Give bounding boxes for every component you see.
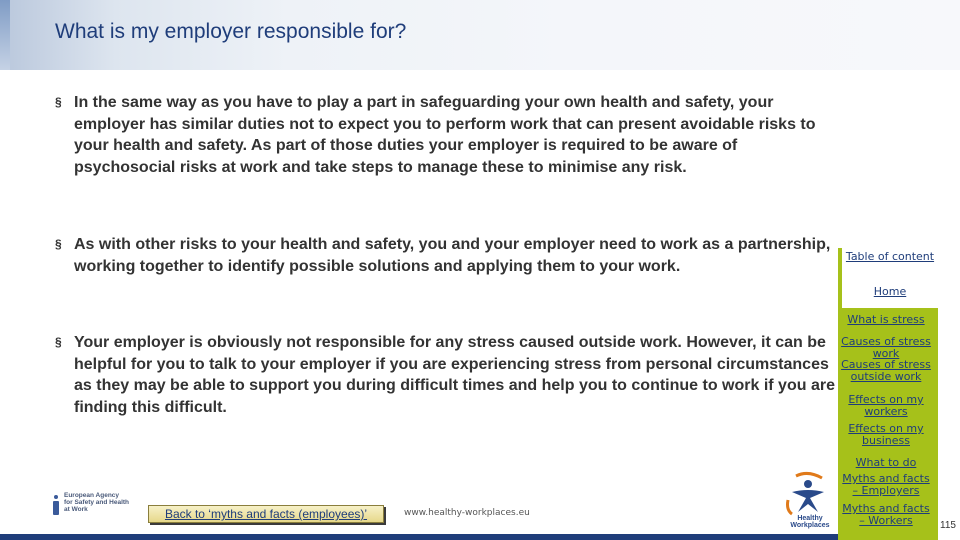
nav-link-home[interactable]: Home (873, 285, 907, 298)
nav-link-causes-work[interactable]: Causes of stress work (841, 335, 931, 360)
header-accent (0, 0, 10, 70)
agency-line: at Work (64, 506, 88, 513)
agency-name (64, 492, 129, 513)
bullet-mark: § (55, 237, 62, 251)
nav-link-what-to-do[interactable]: What to do (855, 456, 917, 469)
bullet-item (55, 92, 835, 178)
bullet-text: Your employer is obviously not responsible for any stress caused outside work. However, it can be helpful for you to talk to your employer if you are experiencing stress from personal circumstances as they may be able to support you during difficult times and help you to continue to work if you are finding this difficult. (74, 334, 835, 416)
slide-header (0, 0, 960, 70)
side-nav-top (842, 248, 938, 308)
bullet-mark: § (55, 95, 62, 109)
agency-line: European Agency (64, 492, 120, 499)
nav-link-effects-business[interactable]: Effects on my business (848, 422, 924, 447)
nav-link-myths-employers[interactable]: Myths and facts – Employers (842, 472, 930, 497)
page-number: 115 (940, 520, 956, 531)
nav-link-effects-workers[interactable]: Effects on my workers (848, 393, 924, 418)
healthy-workplaces-label: Healthy Workplaces (790, 515, 830, 529)
bullet-text: As with other risks to your health and safety, you and your employer need to work as a partnership, working together to identify possible solutions and applying them to your work. (74, 236, 831, 275)
bullet-item (55, 332, 835, 418)
nav-link-table-of-content[interactable]: Table of content (845, 250, 935, 263)
bullet-text: In the same way as you have to play a part in safeguarding your own health and safety, your employer has similar duties not to expect you to perform work that can present avoidable risks to your health and safety. As part of those duties your employer is required to be aware of psychosocial risks at work and take steps to manage these to minimise any risk. (74, 94, 816, 176)
page-title: What is my employer responsible for? (55, 20, 407, 43)
bottom-bar (0, 534, 838, 540)
nav-link-causes-outside[interactable]: Causes of stress outside work (841, 358, 931, 383)
agency-line: for Safety and Health (64, 499, 130, 506)
back-to-myths-button[interactable]: Back to ‘myths and facts (employees)’ (148, 505, 384, 523)
bullet-item (55, 234, 835, 277)
nav-link-myths-workers[interactable]: Myths and facts – Workers (842, 502, 930, 527)
site-url: www.healthy-workplaces.eu (404, 508, 530, 518)
nav-link-what-is-stress[interactable]: What is stress (847, 313, 925, 326)
bullet-mark: § (55, 335, 62, 349)
